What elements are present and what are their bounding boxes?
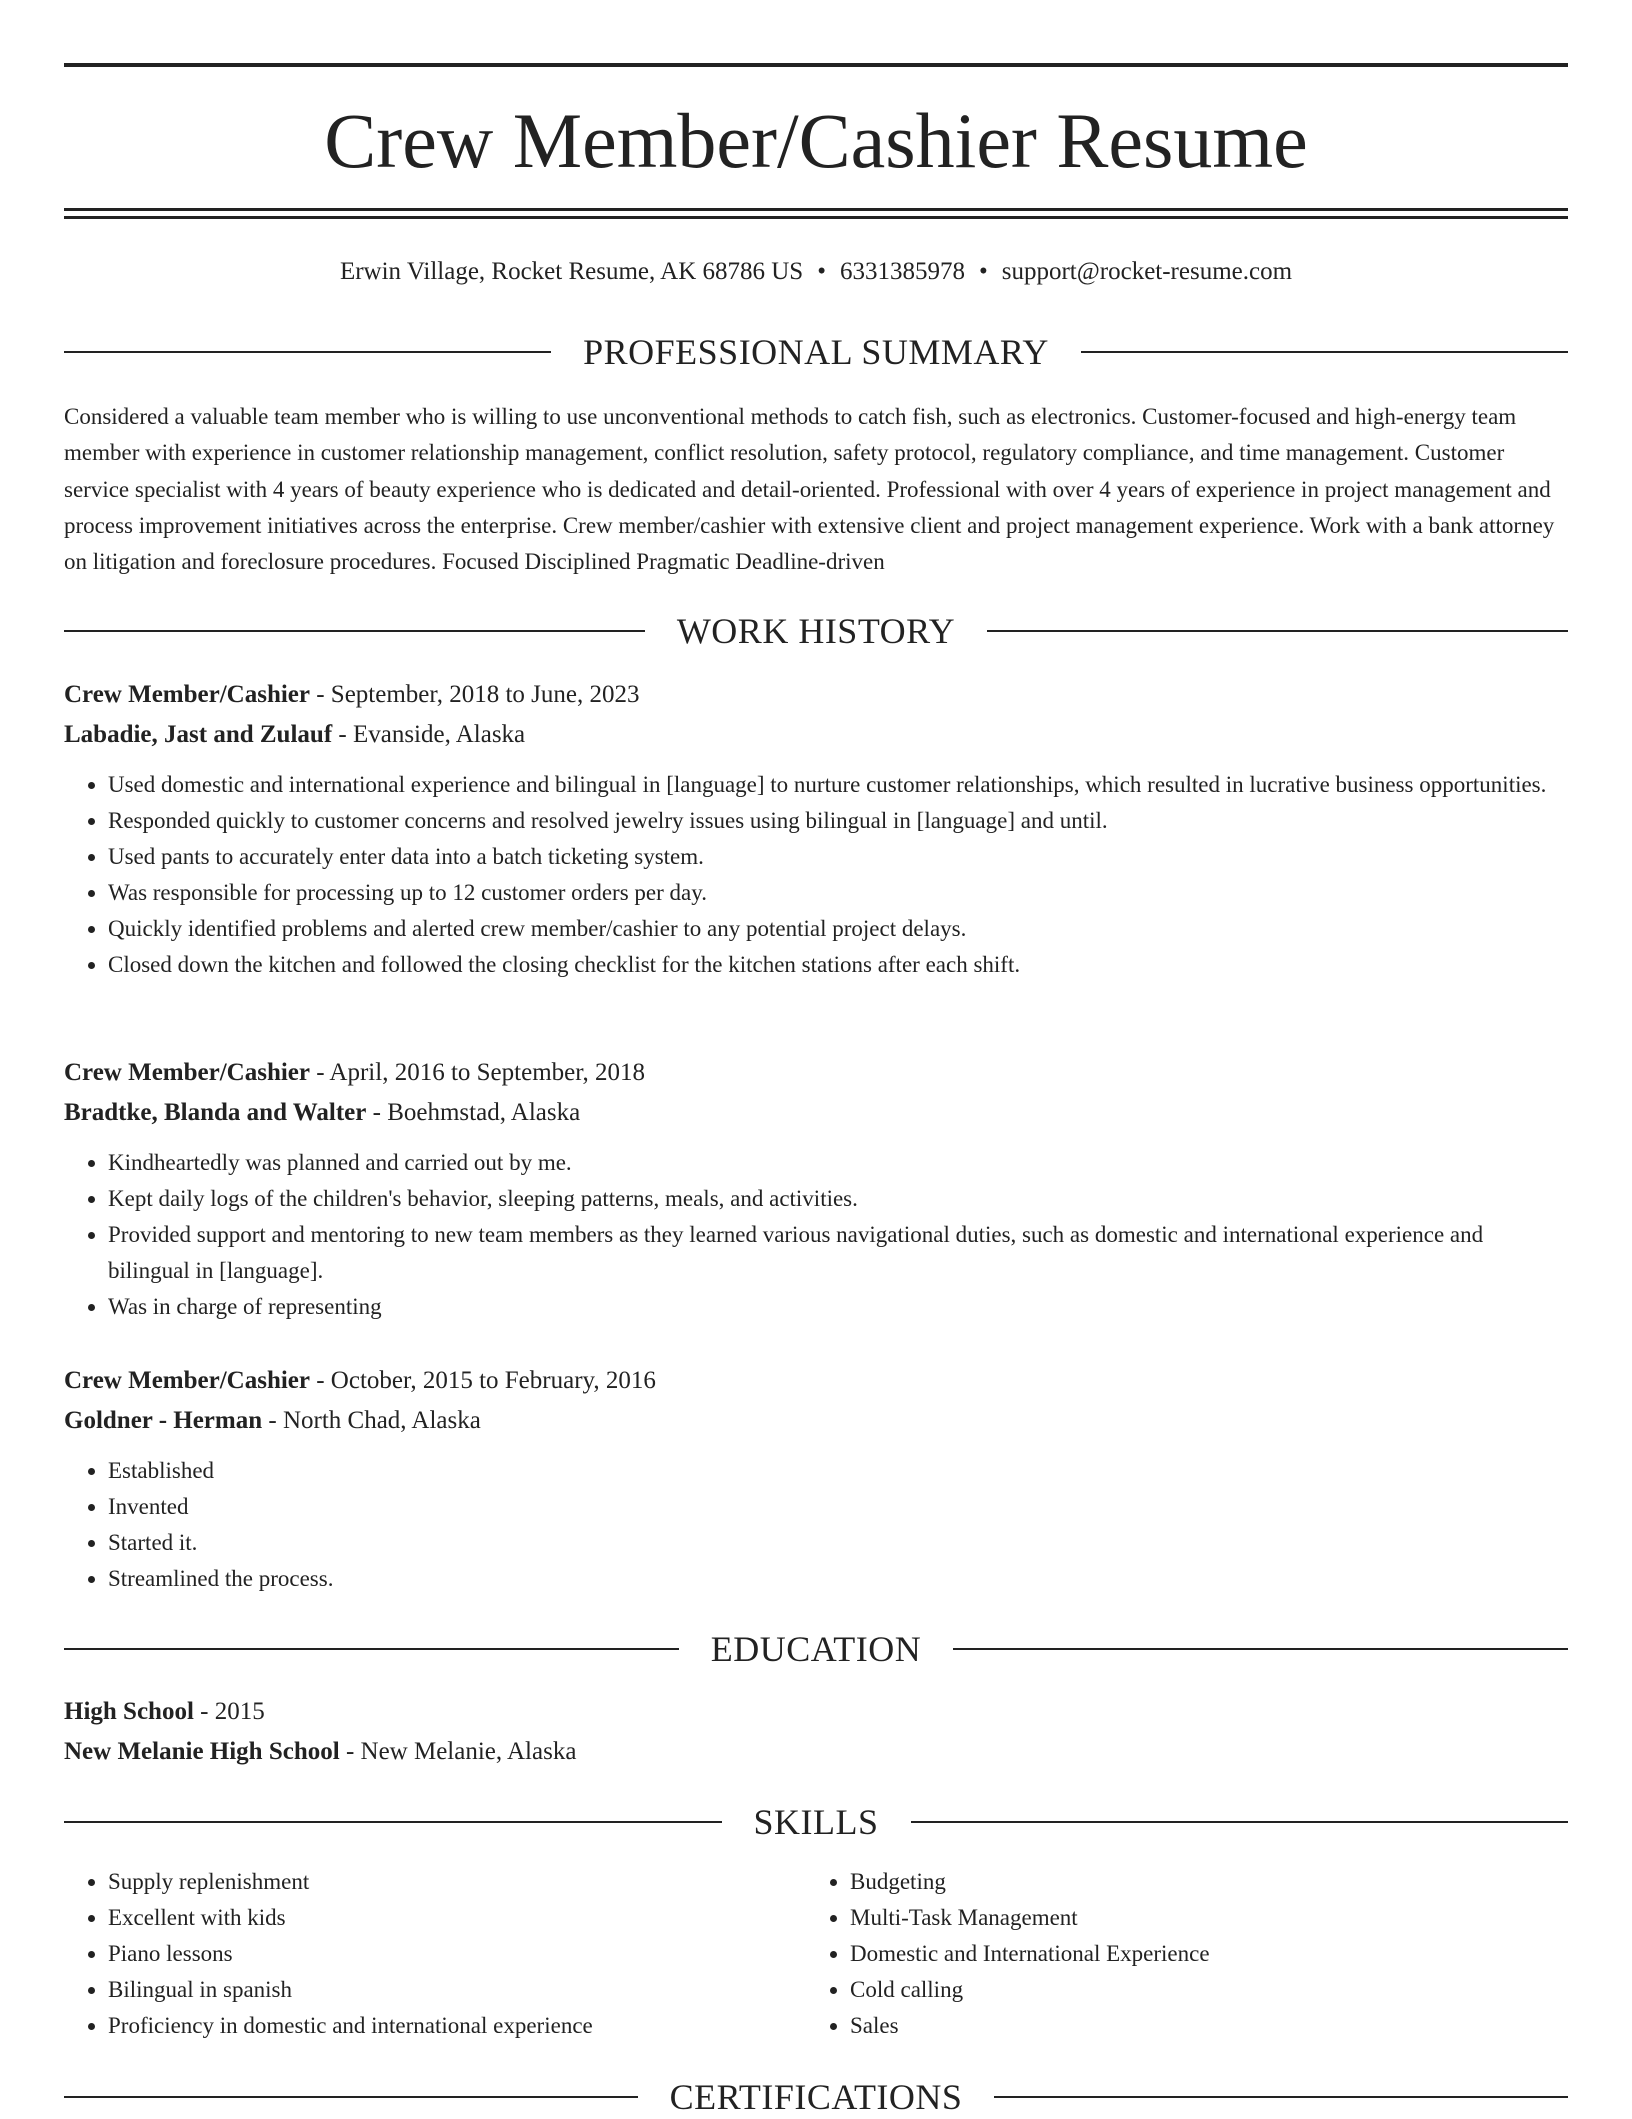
divider-line <box>994 2096 1568 2098</box>
job-company: Labadie, Jast and Zulauf <box>64 721 333 748</box>
list-item: • Bilingual in spanish <box>108 1972 806 2008</box>
job-company: Goldner - Herman <box>64 1407 263 1434</box>
job-company-line <box>64 1093 1568 1133</box>
skills-bullets <box>64 1864 806 2044</box>
list-item: • Used pants to accurately enter data into a batch ticketing system. <box>108 839 1568 875</box>
list-item: • Sales <box>850 2008 1568 2044</box>
divider-line <box>911 1821 1569 1823</box>
education-school-line <box>64 1732 1568 1772</box>
list-item: • Budgeting <box>850 1864 1568 1900</box>
title-rule-upper <box>64 208 1568 211</box>
job-company-line <box>64 715 1568 755</box>
contact-address: Erwin Village, Rocket Resume, AK 68786 US <box>339 258 804 285</box>
section-heading-certifications <box>64 2075 1568 2119</box>
section-title: EDUCATION <box>710 1629 922 1669</box>
divider-line <box>64 2096 638 2098</box>
contact-line <box>64 255 1568 289</box>
contact-separator: • <box>978 258 988 285</box>
job-company-line <box>64 1401 1568 1441</box>
top-rule <box>64 63 1568 67</box>
summary-text: Considered a valuable team member who is willing to use unconventional methods to catch fish, such as electronics. Customer-focused and high-energy team member with experience in customer relationship management, conflict resolution, safety protocol, regulatory compliance, and time management. Customer service specialist with 4 years of beauty experience who is dedicated and detail-oriented. Professional with over 4 years of experience in project management and process improvement initiatives across the enterprise. Crew member/cashier with extensive client and project management experience. Work with a bank attorney on litigation and foreclosure procedures. Focused Disciplined Pragmatic Deadline-driven <box>64 404 1555 575</box>
title-rule-lower <box>64 216 1568 219</box>
job-title-line <box>64 675 1568 715</box>
list-item: • Was in charge of representing <box>108 1289 1568 1325</box>
education-year: - 2015 <box>193 1698 265 1725</box>
divider-line <box>1081 351 1568 353</box>
job-title: Crew Member/Cashier <box>64 681 310 708</box>
job-location: - Boehmstad, Alaska <box>366 1099 581 1126</box>
contact-phone: 6331385978 <box>839 258 965 285</box>
job-bullets <box>64 767 1568 983</box>
job-bullets <box>64 1453 1568 1597</box>
job-dates: - September, 2018 to June, 2023 <box>309 681 640 708</box>
section-title: WORK HISTORY <box>676 611 956 651</box>
job-bullets <box>64 1145 1568 1325</box>
section-title: SKILLS <box>753 1802 879 1842</box>
list-item: • Streamlined the process. <box>108 1561 1568 1597</box>
education-degree: High School <box>64 1698 194 1725</box>
skills-column-right <box>806 1864 1568 2044</box>
divider-line <box>987 630 1568 632</box>
skills-bullets <box>806 1864 1568 2044</box>
job-location: - North Chad, Alaska <box>262 1407 481 1434</box>
list-item: • Supply replenishment <box>108 1864 806 1900</box>
list-item: • Proficiency in domestic and international experience <box>108 2008 806 2044</box>
divider-line <box>64 351 551 353</box>
contact-email: support@rocket-resume.com <box>1001 258 1293 285</box>
list-item: • Established <box>108 1453 1568 1489</box>
skills-column-left <box>64 1864 806 2044</box>
list-item: • Started it. <box>108 1525 1568 1561</box>
divider-line <box>64 1821 722 1823</box>
job-title-line <box>64 1361 1568 1401</box>
job-entry <box>64 1053 1568 1325</box>
divider-line <box>64 630 645 632</box>
education-degree-line <box>64 1692 1568 1732</box>
list-item: • Excellent with kids <box>108 1900 806 1936</box>
education-location: - New Melanie, Alaska <box>339 1738 577 1765</box>
list-item: • Used domestic and international experience and bilingual in [language] to nurture customer relationships, which resulted in lucrative business opportunities. <box>108 767 1568 803</box>
list-item: • Cold calling <box>850 1972 1568 2008</box>
list-item: • Kept daily logs of the children's behavior, sleeping patterns, meals, and activities. <box>108 1181 1568 1217</box>
list-item: • Provided support and mentoring to new team members as they learned various navigational duties, such as domestic and international experience and bilingual in [language]. <box>108 1217 1568 1289</box>
job-entry <box>64 1361 1568 1597</box>
job-title-line <box>64 1053 1568 1093</box>
section-heading-education <box>64 1627 1568 1671</box>
section-heading-summary <box>64 330 1568 374</box>
list-item: • Responded quickly to customer concerns and resolved jewelry issues using bilingual in [language] and until. <box>108 803 1568 839</box>
job-dates: - April, 2016 to September, 2018 <box>309 1059 646 1086</box>
resume-title: Crew Member/Cashier Resume <box>324 97 1308 184</box>
divider-line <box>953 1648 1568 1650</box>
job-dates: - October, 2015 to February, 2016 <box>309 1367 656 1394</box>
list-item: • Quickly identified problems and alerted crew member/cashier to any potential project delays. <box>108 911 1568 947</box>
education-school: New Melanie High School <box>64 1738 340 1765</box>
job-title: Crew Member/Cashier <box>64 1059 310 1086</box>
section-title: CERTIFICATIONS <box>669 2077 963 2117</box>
job-company: Bradtke, Blanda and Walter <box>64 1099 367 1126</box>
section-title: PROFESSIONAL SUMMARY <box>583 332 1049 372</box>
contact-separator: • <box>817 258 826 285</box>
job-entry <box>64 675 1568 983</box>
job-location: - Evanside, Alaska <box>332 721 526 748</box>
list-item: • Piano lessons <box>108 1936 806 1972</box>
divider-line <box>64 1648 679 1650</box>
education-entry <box>64 1692 1568 1772</box>
list-item: • Was responsible for processing up to 12 customer orders per day. <box>108 875 1568 911</box>
section-heading-skills <box>64 1800 1568 1844</box>
list-item: • Closed down the kitchen and followed the closing checklist for the kitchen stations after each shift. <box>108 947 1568 983</box>
section-heading-work-history <box>64 609 1568 653</box>
job-title: Crew Member/Cashier <box>64 1367 310 1394</box>
list-item: • Kindheartedly was planned and carried out by me. <box>108 1145 1568 1181</box>
list-item: • Multi-Task Management <box>850 1900 1568 1936</box>
list-item: • Invented <box>108 1489 1568 1525</box>
list-item: • Domestic and International Experience <box>850 1936 1568 1972</box>
skills-list <box>64 1864 1568 2044</box>
